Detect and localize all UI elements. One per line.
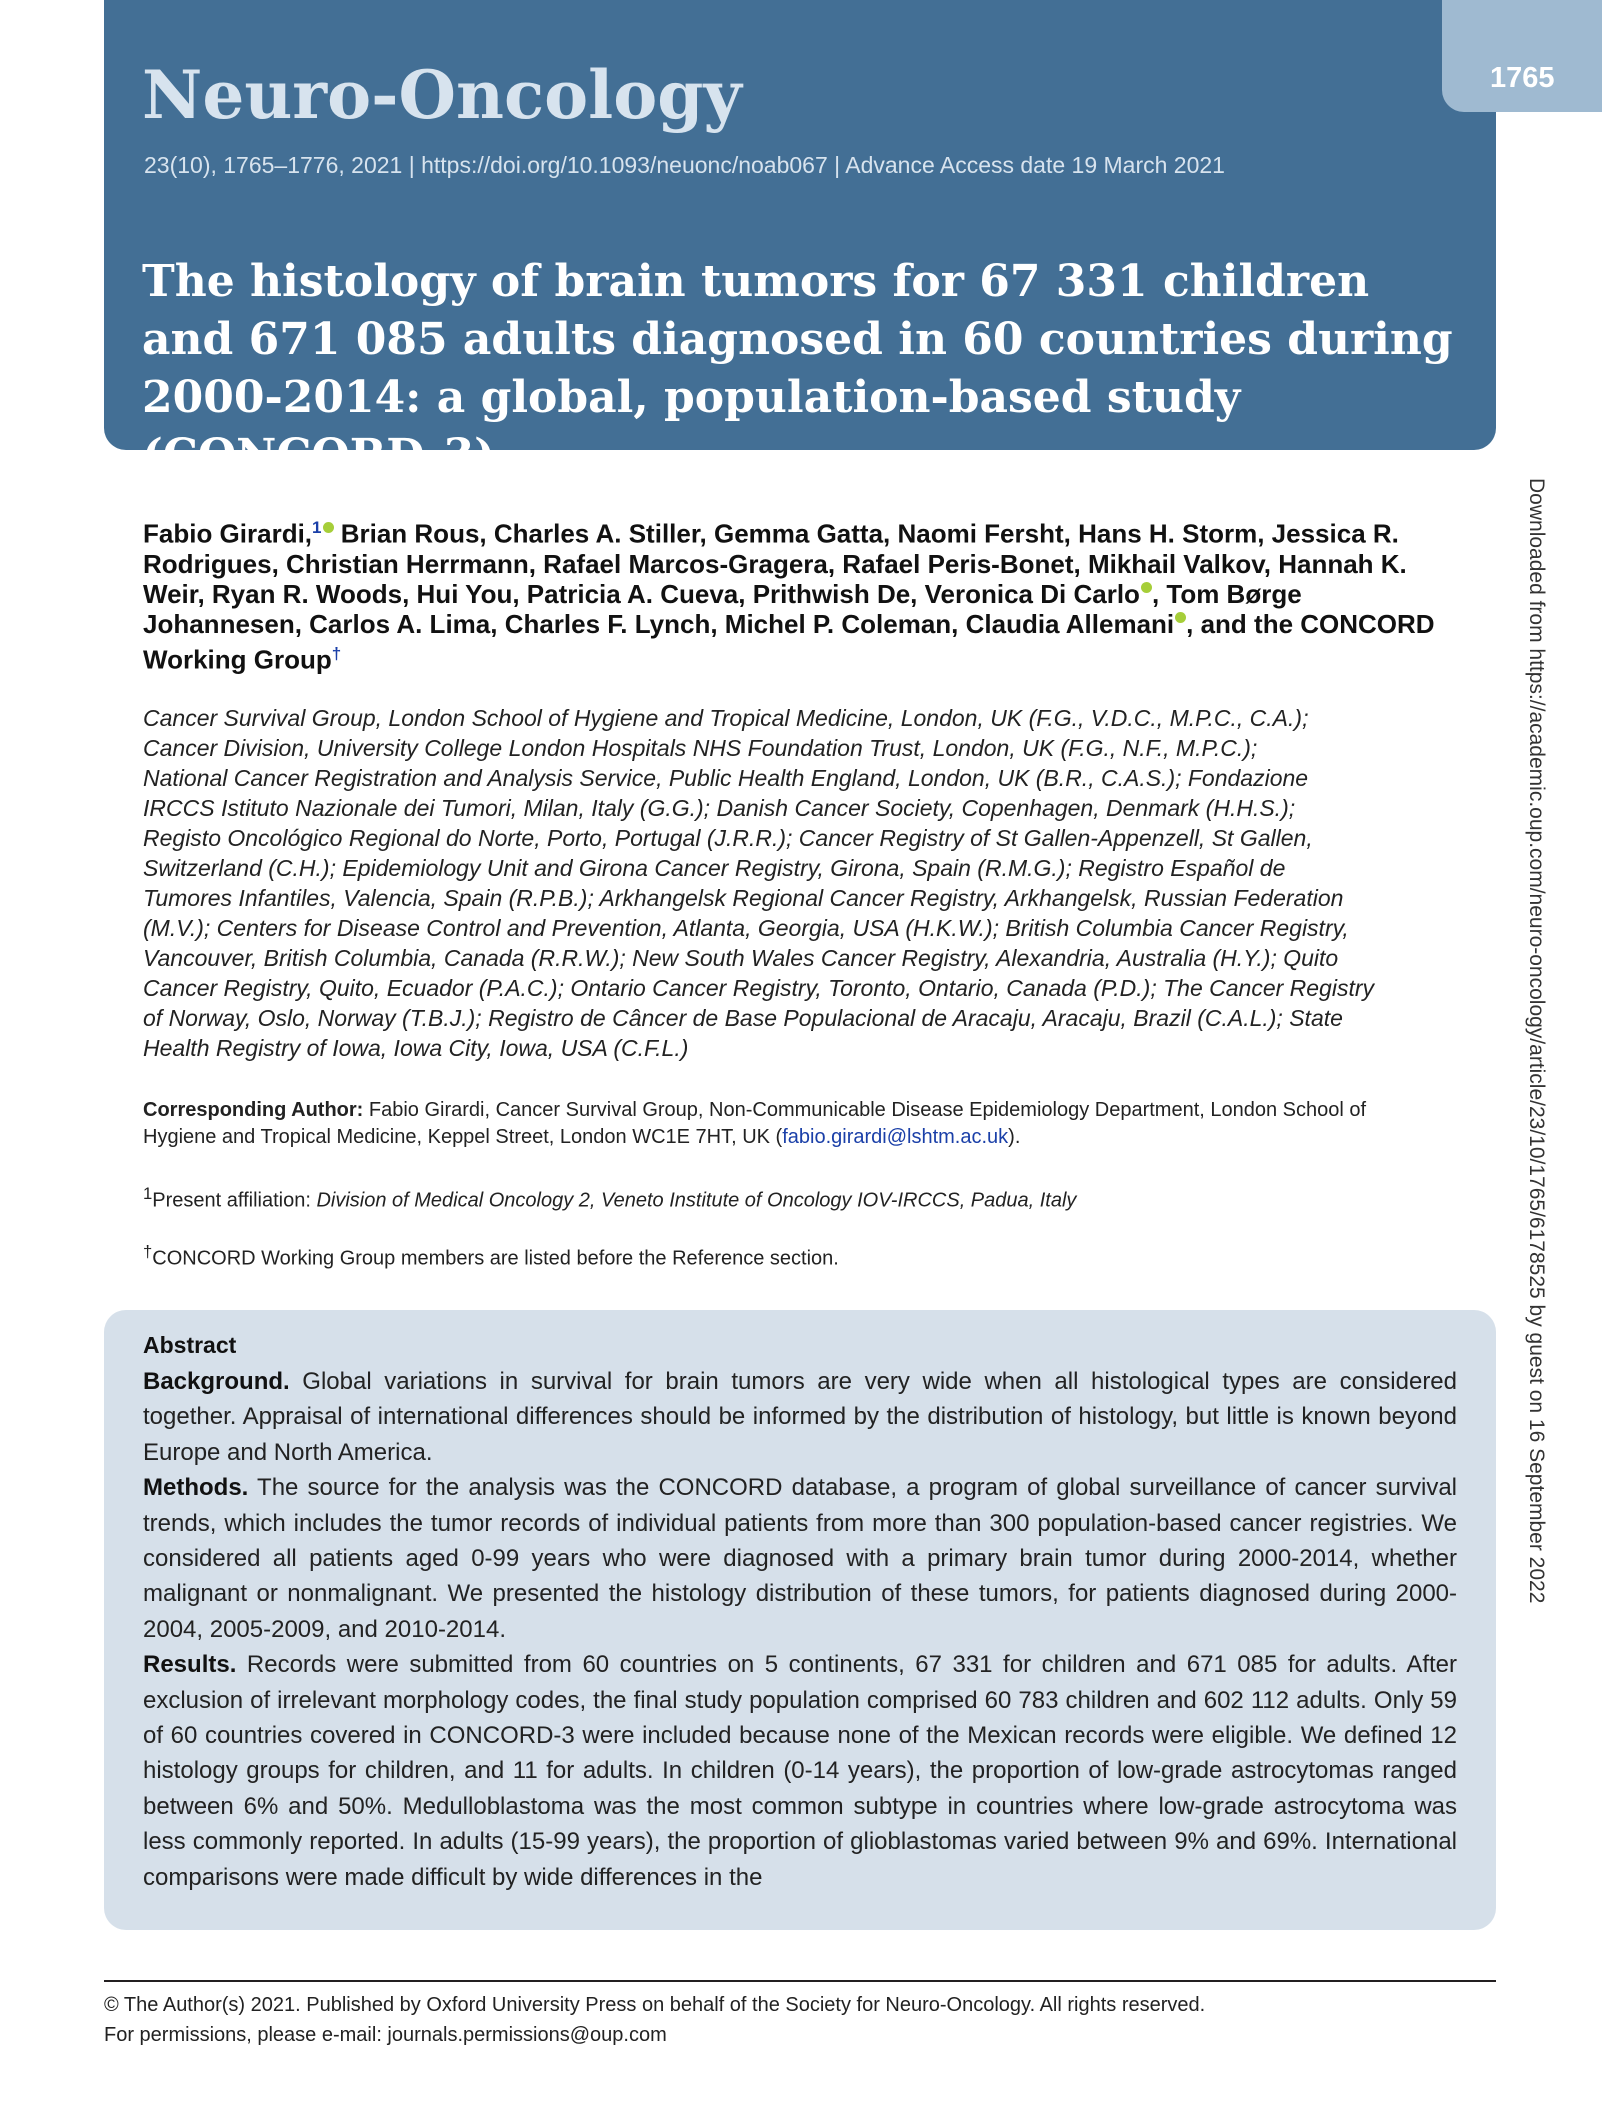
copyright-footer [104,1990,1205,2050]
present-affiliation-sup: 1 [143,1184,153,1203]
author-text-4: , and the CONCORD Working Group [143,608,1435,675]
page-number: 1765 [1490,62,1555,94]
citation-line: 23(10), 1765–1776, 2021 | https://doi.org/10.1093/neuonc/noab067 | Advance Access date 19 March 2021 [144,152,1225,178]
orcid-icon[interactable] [323,522,334,533]
present-affiliation-label: Present affiliation: [152,1189,317,1212]
affiliation-superscript: 1 [312,518,322,537]
dagger-superscript: † [331,643,342,663]
abstract-results [143,1647,1457,1895]
present-affiliation-value: Division of Medical Oncology 2, Veneto Institute of Oncology IOV-IRCCS, Padua, Italy [316,1189,1077,1212]
author-list [143,513,1443,674]
page-number-tab [1442,0,1602,112]
methods-label: Methods. [143,1474,249,1502]
footer-divider [104,1980,1496,1982]
article-title: The histology of brain tumors for 67 331 children and 671 085 adults diagnosed in 60 countries during 2000-2014: a global, population-based study (CONCORD-3) [142,256,1453,481]
background-text: Global variations in survival for brain tumors are very wide when all histological types are considered together. Appraisal of international differences should be informed by the distribution of histology, but little is known beyond Europe and North America. [143,1368,1457,1466]
corresponding-label: Corresponding Author: [143,1099,364,1121]
concord-note-text: CONCORD Working Group members are listed before the Reference section. [152,1247,839,1270]
background-label: Background. [143,1368,290,1395]
abstract-methods [143,1470,1457,1647]
concord-note [143,1242,839,1271]
journal-header-banner [104,0,1496,481]
email-link[interactable]: fabio.girardi@lshtm.ac.uk [782,1126,1009,1148]
abstract-box [104,1310,1496,1930]
results-label: Results. [143,1651,237,1679]
corresponding-text: Fabio Girardi, Cancer Survival Group, Non-Communicable Disease Epidemiology Department, London School of Hygiene and Tropical Medicine, Keppel Street, London WC1E 7HT, UK ( [143,1099,1367,1148]
copyright-line: © The Author(s) 2021. Published by Oxford University Press on behalf of the Society for Neuro-Oncology. All rights reserved. [104,1994,1206,2016]
journal-title: Neuro-Oncology [142,56,742,134]
abstract-body [143,1364,1457,1895]
results-text: Records were submitted from 60 countries on 5 continents, 67 331 for children and 671 085 for adults. After exclusion of irrelevant morphology codes, the final study population comprised 60 783 children and 602 112 adults. Only 59 of 60 countries covered in CONCORD-3 were included because none of the Mexican records were eligible. We defined 12 histology groups for children, and 11 for adults. In children (0-14 years), the proportion of low-grade astrocytomas ranged between 6% and 50%. Medulloblastoma was the most common subtype in countries where low-grade astrocytoma was less commonly reported. In adults (15-99 years), the proportion of glioblastomas varied between 9% and 69%. International comparisons were made difficult by wide differences in the [143,1651,1457,1891]
author-text-2: Brian Rous, Charles A. Stiller, Gemma Gatta, Naomi Fersht, Hans H. Storm, Jessica R. Rodrigues, Christian Herrmann, Rafael Marcos-Gragera, Rafael Peris-Bonet, Mikhail Valkov, Hannah K. Weir, Ryan R. Woods, Hui You, Patricia A. Cueva, Prithwish De, Veronica Di Carlo [143,518,1407,609]
concord-note-sup: † [143,1242,153,1261]
corresponding-author [143,1097,1403,1151]
orcid-icon[interactable] [1175,612,1186,623]
abstract-background [143,1364,1457,1470]
present-affiliation [143,1184,1076,1213]
permissions-line: For permissions, please e-mail: journals.permissions@oup.com [104,2024,667,2046]
corresponding-end: ). [1008,1126,1021,1148]
abstract-heading: Abstract [143,1332,237,1358]
author-text-3: , Tom Børge Johannesen, Carlos A. Lima, Charles F. Lynch, Michel P. Coleman, Claudia Allemani [143,578,1302,639]
orcid-icon[interactable] [1141,582,1152,593]
affiliations: Cancer Survival Group, London School of Hygiene and Tropical Medicine, London, UK (F.G., V.D.C., M.P.C., C.A.); Cancer Division, University College London Hospitals NHS Foundation Trust, London, UK (F.G., N.F., M.P.C.); National Cancer Registration and Analysis Service, Public Health England, London, UK (B.R., C.A.S.); Fondazione IRCCS Istituto Nazionale dei Tumori, Milan, Italy (G.G.); Danish Cancer Society, Copenhagen, Denmark (H.H.S.); Registo Oncológico Regional do Norte, Porto, Portugal (J.R.R.); Cancer Registry of St Gallen-Appenzell, St Gallen, Switzerland (C.H.); Epidemiology Unit and Girona Cancer Registry, Girona, Spain (R.M.G.); Registro Español de Tumores Infantiles, Valencia, Spain (R.P.B.); Arkhangelsk Regional Cancer Registry, Arkhangelsk, Russian Federation (M.V.); Centers for Disease Control and Prevention, Atlanta, Georgia, USA (H.K.W.); British Columbia Cancer Registry, Vancouver, British Columbia, Canada (R.R.W.); New South Wales Cancer Registry, Alexandria, Australia (H.Y.); Quito Cancer Registry, Quito, Ecuador (P.A.C.); Ontario Cancer Registry, Toronto, Ontario, Canada (P.D.); The Cancer Registry of Norway, Oslo, Norway (T.B.J.); Registro de Câncer de Base Populacional de Aracaju, Aracaju, Brazil (C.A.L.); State Health Registry of Iowa, Iowa City, Iowa, USA (C.F.L.) [143,705,1375,1061]
author-text-1: Fabio Girardi, [143,518,313,549]
methods-text: The source for the analysis was the CONCORD database, a program of global surveillance of cancer survival trends, which includes the tumor records of individual patients from more than 300 population-based cancer registries. We considered all patients aged 0-99 years who were diagnosed with a primary brain tumor during 2000-2014, whether malignant or nonmalignant. We presented the histology distribution of these tumors, for patients diagnosed during 2000-2004, 2005-2009, and 2010-2014. [143,1474,1457,1643]
download-notice: Downloaded from https://academic.oup.com/neuro-oncology/article/23/10/1765/6178525 by guest on 16 September 2022 [1525,478,1548,1604]
